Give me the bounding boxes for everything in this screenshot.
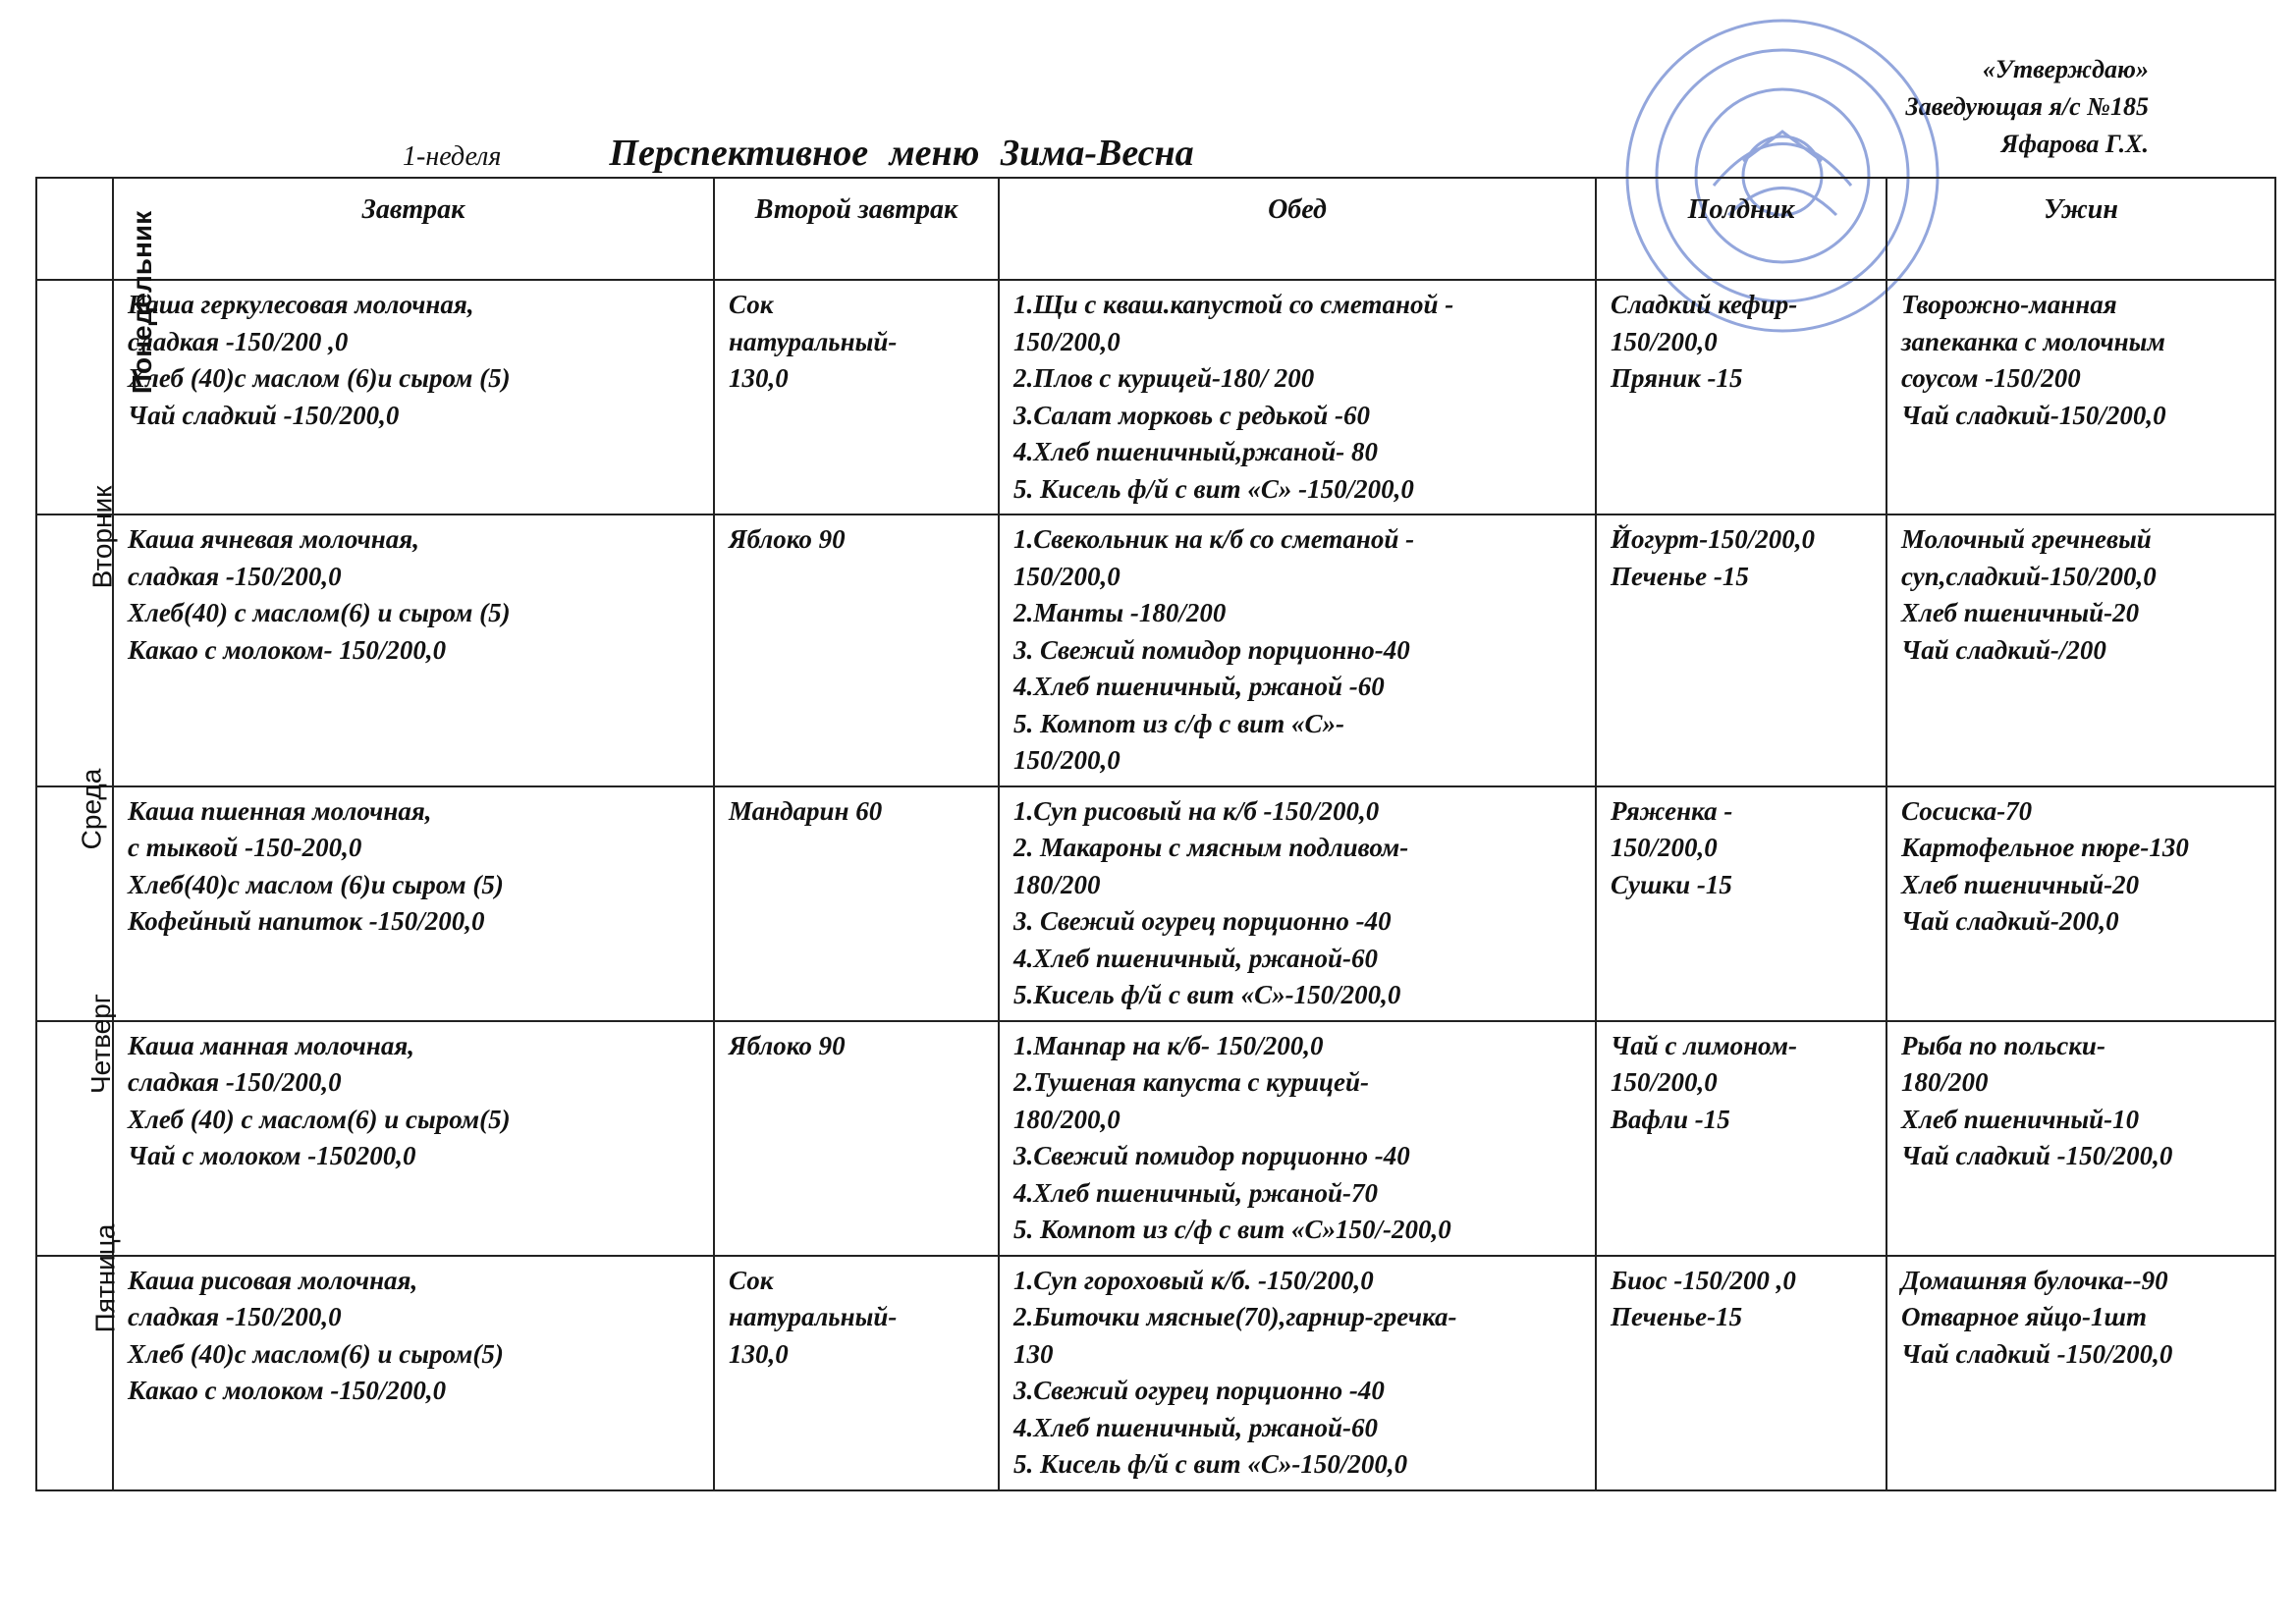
second-breakfast-cell: Сок натуральный- 130,0 [714, 280, 999, 514]
day-cell [36, 210, 158, 514]
lunch-cell: 1.Манпар на к/б- 150/200,0 2.Тушеная капуста с курицей- 180/200,0 3.Свежий помидор порционно -40 4.Хлеб пшеничный, ржаной-70 5. Компот из с/ф с вит «С»150/-200,0 [999, 1021, 1596, 1256]
column-header-breakfast: Завтрак [113, 178, 714, 280]
approval-title: «Утверждаю» [1982, 55, 2149, 83]
dinner-cell: Рыба по польски- 180/200 Хлеб пшеничный-10 Чай сладкий -150/200,0 [1886, 1021, 2275, 1256]
day-cell [36, 993, 117, 1256]
dinner-cell: Домашняя булочка--90 Отварное яйцо-1шт Чай сладкий -150/200,0 [1886, 1256, 2275, 1490]
approval-position: Заведующая я/с №185 [1905, 92, 2149, 121]
dinner-cell: Сосиска-70 Картофельное пюре-130 Хлеб пшеничный-20 Чай сладкий-200,0 [1886, 786, 2275, 1021]
breakfast-cell: Каша геркулесовая молочная, сладкая -150/200 ,0 Хлеб (40)с маслом (6)и сыром (5) Чай сладкий -150/200,0 [113, 280, 714, 514]
lunch-cell: 1.Свекольник на к/б со сметаной - 150/200,0 2.Манты -180/200 3. Свежий помидор порционно-40 4.Хлеб пшеничный, ржаной -60 5. Компот из с/ф с вит «С»- 150/200,0 [999, 514, 1596, 786]
day-cell [36, 768, 113, 1021]
column-header-lunch: Обед [999, 178, 1596, 280]
second-breakfast-cell: Мандарин 60 [714, 786, 999, 1021]
snack-cell: Биос -150/200 ,0 Печенье-15 [1596, 1256, 1886, 1490]
breakfast-cell: Каша ячневая молочная, сладкая -150/200,0 Хлеб(40) с маслом(6) и сыром (5) Какао с молоком- 150/200,0 [113, 514, 714, 786]
table-header-row [36, 178, 2275, 280]
dinner-cell: Творожно-манная запеканка с молочным соусом -150/200 Чай сладкий-150/200,0 [1886, 280, 2275, 514]
table-row [36, 514, 2275, 786]
column-header-snack: Полдник [1596, 178, 1886, 280]
day-label: Вторник [86, 485, 118, 589]
column-header-day [36, 178, 113, 280]
menu-table [35, 177, 2276, 1491]
day-cell [36, 1223, 121, 1490]
day-label: Пятница [89, 1223, 121, 1332]
second-breakfast-cell: Сок натуральный- 130,0 [714, 1256, 999, 1490]
breakfast-cell: Каша пшенная молочная, с тыквой -150-200,0 Хлеб(40)с маслом (6)и сыром (5) Кофейный напиток -150/200,0 [113, 786, 714, 1021]
day-label: Четверг [85, 993, 117, 1094]
table-row [36, 786, 2275, 1021]
day-label: Среда [76, 768, 107, 849]
approval-signatory: Яфарова Г.Х. [2000, 130, 2149, 158]
second-breakfast-cell: Яблоко 90 [714, 514, 999, 786]
day-label: Понедельник [127, 210, 158, 395]
column-header-dinner: Ужин [1886, 178, 2275, 280]
page-title-row [403, 132, 1483, 175]
table-row [36, 1256, 2275, 1490]
lunch-cell: 1.Суп рисовый на к/б -150/200,0 2. Макароны с мясным подливом- 180/200 3. Свежий огурец порционно -40 4.Хлеб пшеничный, ржаной-60 5.Кисель ф/й с вит «С»-150/200,0 [999, 786, 1596, 1021]
snack-cell: Сладкий кефир- 150/200,0 Пряник -15 [1596, 280, 1886, 514]
day-cell [36, 485, 118, 786]
column-header-second-breakfast: Второй завтрак [714, 178, 999, 280]
lunch-cell: 1.Щи с кваш.капустой со сметаной - 150/200,0 2.Плов с курицей-180/ 200 3.Салат морковь с редькой -60 4.Хлеб пшеничный,ржаной- 80 5. Кисель ф/й с вит «С» -150/200,0 [999, 280, 1596, 514]
snack-cell: Йогурт-150/200,0 Печенье -15 [1596, 514, 1886, 786]
snack-cell: Ряженка - 150/200,0 Сушки -15 [1596, 786, 1886, 1021]
week-label: 1-неделя [403, 141, 502, 172]
approval-block [1638, 51, 2149, 163]
second-breakfast-cell: Яблоко 90 [714, 1021, 999, 1256]
snack-cell: Чай с лимоном- 150/200,0 Вафли -15 [1596, 1021, 1886, 1256]
table-row [36, 1021, 2275, 1256]
breakfast-cell: Каша рисовая молочная, сладкая -150/200,0 Хлеб (40)с маслом(6) и сыром(5) Какао с молоком -150/200,0 [113, 1256, 714, 1490]
dinner-cell: Молочный гречневый суп,сладкий-150/200,0 Хлеб пшеничный-20 Чай сладкий-/200 [1886, 514, 2275, 786]
breakfast-cell: Каша манная молочная, сладкая -150/200,0 Хлеб (40) с маслом(6) и сыром(5) Чай с молоком -150200,0 [113, 1021, 714, 1256]
table-row [36, 280, 2275, 514]
lunch-cell: 1.Суп гороховый к/б. -150/200,0 2.Биточки мясные(70),гарнир-гречка- 130 3.Свежий огурец порционно -40 4.Хлеб пшеничный, ржаной-60 5. Кисель ф/й с вит «С»-150/200,0 [999, 1256, 1596, 1490]
page-title: Перспективное меню Зима-Весна [609, 133, 1194, 174]
